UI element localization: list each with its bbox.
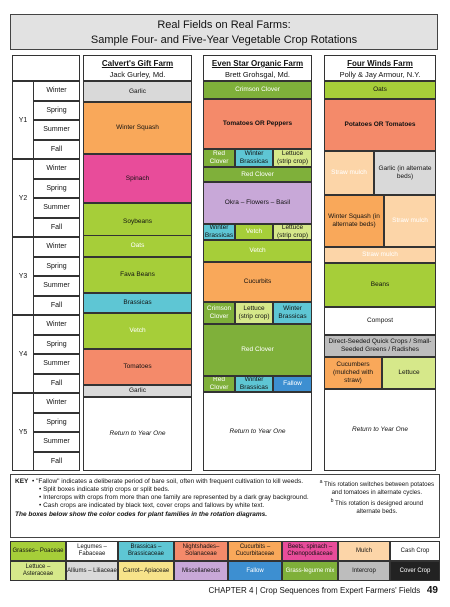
crop-cell: Straw mulch [324,151,374,195]
crop-cell: Vetch [235,224,273,240]
season-label: Winter [34,237,80,257]
season-label: Fall [34,452,80,472]
key-label: KEY [15,478,29,485]
crop-cell: Winter Squash [83,102,192,154]
crop-cell: Compost [324,307,436,335]
season-label: Spring [34,101,80,121]
crop-cell: Cucumbers (mulched with straw) [324,357,382,389]
season-label: Spring [34,179,80,199]
crop-cell: Oats [324,81,436,99]
crop-cell: Return to Year One [324,389,436,471]
crop-cell: Fava Beans [83,257,192,293]
crop-cell: Vetch [83,313,192,349]
season-label: Summer [34,198,80,218]
farm-owner: Brett Grohsgal, Md. [224,70,291,79]
season-year-column [12,55,68,467]
crop-cell: Garlic (in alternate beds) [374,151,436,195]
crop-cell: Direct-Seeded Quick Crops / Small-Seeded Greens / Radishes [324,335,436,357]
season-label: Summer [34,276,80,296]
crop-cell: Return to Year One [83,397,192,471]
farm-owner: Jack Gurley, Md. [109,70,166,79]
crop-cell: Spinach [83,154,192,203]
legend-swatch: Alliums – Liliaceae [66,561,118,581]
page-title [10,14,438,50]
season-label: Spring [34,413,80,433]
farm-header [83,55,192,81]
year-label: Y1 [12,81,34,159]
fourwinds-farm-column [324,55,436,471]
year-label: Y4 [12,315,34,393]
crop-cell: Return to Year One [203,392,312,471]
season-label: Spring [34,257,80,277]
farm-name: Four Winds Farm [347,59,413,68]
crop-cell: Oats [83,235,192,257]
key-box: KEY • "Fallow" indicates a deliberate period of bare soil, often with frequent cultivation to kill weeds. • Split boxes indicate strip crops or split beds. • Intercrops with crops from more than one family are represented by a dark gray background. • Cash crops are indicated by black text, cover crops and fallows by white text. The boxes below show the color codes for plant families in the rotation diagrams. $^a$ This rotation switches between potatoes and tomatoes in alternate cycles. $^b$ This rotation is designed around alternate beds. [10,474,440,538]
legend-swatch: Intercrop [338,561,390,581]
crop-cell: Beans [324,263,436,307]
legend-swatch: Cash Crop [390,541,440,561]
legend-swatch: Lettuce – Asteraceae [10,561,66,581]
season-label: Winter [34,393,80,413]
legend-swatch: Grasses– Poaceae [10,541,66,561]
season-label: Fall [34,218,80,238]
crop-cell: Straw mulch [324,247,436,263]
crop-cell: Crimson Clover [203,302,235,324]
chapter-label: CHAPTER 4 | Crop Sequences from Expert Farmers' Fields [208,586,421,595]
year-label: Y3 [12,237,34,315]
season-label: Summer [34,120,80,140]
legend-swatch: Brassicas – Brassicaceae [118,541,174,561]
season-label: Fall [34,296,80,316]
season-label: Fall [34,374,80,394]
crop-cell: Winter Squash (in alternate beds) [324,195,384,247]
key-bullet: "Fallow" indicates a deliberate period of bare soil, often with frequent cultivation to kill weeds. [36,478,304,485]
legend-swatch: Legumes – Fabaceae [66,541,118,561]
farm-name: Calvert's Gift Farm [101,59,174,68]
footnote-b: This rotation is designed around alternate beds. [335,500,424,516]
crop-cell: Lettuce (strip crop) [273,224,312,240]
season-label: Winter [34,315,80,335]
legend-swatch: Cover Crop [390,561,440,581]
crop-cell: Potatoes OR Tomatoes [324,99,436,151]
crop-cell: Winter Brassicas [235,149,273,167]
crop-cell: Straw mulch [384,195,436,247]
farm-header [324,55,436,81]
legend-swatch: Grass-legume mix [282,561,338,581]
legend-swatch: Miscellaneous [174,561,228,581]
crop-cell: Red Clover [203,324,312,376]
title-line2: Sample Four- and Five-Year Vegetable Crop Rotations [90,34,358,46]
year-label: Y5 [12,393,34,471]
crop-cell: Vetch [203,240,312,262]
season-label: Fall [34,140,80,160]
legend-swatch: Nightshades– Solanaceae [174,541,228,561]
crop-cell: Winter Brassicas [273,302,312,324]
season-label: Winter [34,159,80,179]
crop-cell: Okra – Flowers – Basil [203,182,312,224]
season-label: Summer [34,432,80,452]
season-label: Summer [34,354,80,374]
key-italic-note: The boxes below show the color codes for plant families in the rotation diagrams. [15,511,268,518]
key-bullet: Cash crops are indicated by black text, cover crops and fallows by white text. [43,502,265,509]
crop-cell: Fallow [273,376,312,392]
crop-cell: Cucurbits [203,262,312,302]
crop-cell: Red Clover [203,149,235,167]
legend-swatch: Beets, spinach – Chenopodiaceae [282,541,338,561]
color-legend [10,541,440,581]
key-bullet: Intercrops with crops from more than one family are represented by a dark gray background. [43,494,309,501]
farm-owner: Polly & Jay Armour, N.Y. [339,70,421,79]
crop-cell: Winter Brassicas [235,376,273,392]
legend-swatch: Cucurbits – Cucurbitaceae [228,541,282,561]
key-bullet: Split boxes indicate strip crops or split beds. [43,486,170,493]
crop-cell: Winter Brassicas [204,224,234,239]
crop-cell: Garlic [83,81,192,102]
crop-cell: Crimson Clover [203,81,312,99]
crop-cell: Lettuce (strip crop) [235,302,273,324]
title-line1: Real Fields on Real Farms: [157,19,291,31]
page-number: 49 [426,585,438,596]
season-label: Winter [34,81,80,101]
crop-cell: Lettuce (strip crop) [273,149,312,167]
crop-cell: Garlic [83,385,192,397]
page-footer [209,585,438,596]
crop-cell: Tomatoes OR Peppers [203,99,312,149]
evenstar-farm-column [203,55,312,471]
calvert-farm-column [83,55,192,471]
season-label: Spring [34,335,80,355]
farm-header [203,55,312,81]
legend-swatch: Carrot– Apiaceae [118,561,174,581]
crop-cell: Tomatoes [83,349,192,385]
crop-cell: Soybeans [83,203,192,240]
legend-swatch: Fallow [228,561,282,581]
legend-swatch: Mulch [338,541,390,561]
footnote-a: This rotation switches between potatoes and tomatoes in alternate cycles. [324,481,435,497]
crop-cell: Brassicas [83,293,192,313]
crop-cell: Red Clover [203,167,312,182]
crop-cell: Lettuce [382,357,436,389]
farm-name: Even Star Organic Farm [211,59,304,68]
crop-cell: Red Clover [203,376,235,392]
year-label: Y2 [12,159,34,237]
